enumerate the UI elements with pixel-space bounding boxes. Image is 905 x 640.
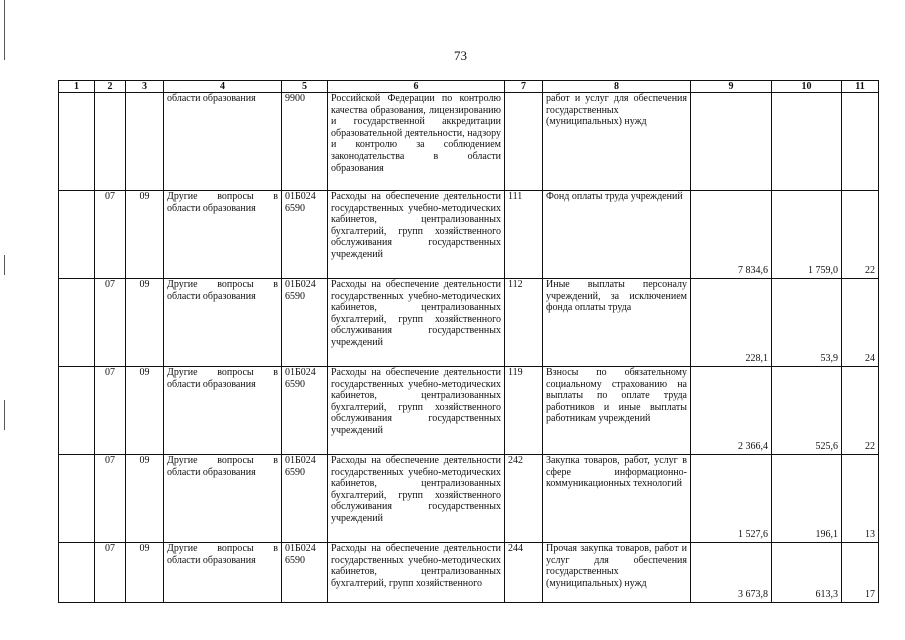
table-row bbox=[59, 191, 879, 279]
cell-subsection bbox=[126, 93, 164, 191]
col-header: 6 bbox=[328, 81, 505, 93]
cell-plan: 228,1 bbox=[691, 279, 772, 367]
cell-subsection: 09 bbox=[126, 279, 164, 367]
table-row bbox=[59, 367, 879, 455]
cell-expense-code: 119 bbox=[505, 367, 543, 455]
cell-target-name: Расходы на обеспечение деятельности государственных учебно-методических кабинетов, централизованных бухгалтерий, групп хозяйственного обслуживания государственных учреждений bbox=[328, 367, 505, 455]
cell-section-name: Другие вопросы в области образования bbox=[164, 279, 282, 367]
cell-expense-name: Иные выплаты персоналу учреждений, за исключением фонда оплаты труда bbox=[543, 279, 691, 367]
cell-actual: 525,6 bbox=[772, 367, 842, 455]
cell-plan: 2 366,4 bbox=[691, 367, 772, 455]
cell-section-name: Другие вопросы в области образования bbox=[164, 455, 282, 543]
cell-percent: 24 bbox=[842, 279, 879, 367]
table-row bbox=[59, 279, 879, 367]
cell bbox=[59, 367, 95, 455]
table-row bbox=[59, 455, 879, 543]
cell-expense-name: работ и услуг для обеспечения государственных (муниципальных) нужд bbox=[543, 93, 691, 191]
cell-expense-name: Прочая закупка товаров, работ и услуг для обеспечения государственных (муниципальных) нужд bbox=[543, 543, 691, 603]
table-row bbox=[59, 543, 879, 603]
cell-plan: 3 673,8 bbox=[691, 543, 772, 603]
col-header: 4 bbox=[164, 81, 282, 93]
cell-section-name: Другие вопросы в области образования bbox=[164, 543, 282, 603]
cell-actual: 53,9 bbox=[772, 279, 842, 367]
cell-section: 07 bbox=[95, 543, 126, 603]
header-row bbox=[59, 81, 879, 93]
cell-expense-name: Закупка товаров, работ, услуг в сфере информационно-коммуникационных технологий bbox=[543, 455, 691, 543]
cell-section-name: области образования bbox=[164, 93, 282, 191]
cell bbox=[59, 543, 95, 603]
cell-section: 07 bbox=[95, 279, 126, 367]
col-header: 7 bbox=[505, 81, 543, 93]
scan-edge-mark bbox=[4, 400, 5, 430]
cell-target-name: Российской Федерации по контролю качества образования, лицензированию и государственной аккредитации образовательной деятельности, надзору и контролю за соблюдением законодательства в области образования bbox=[328, 93, 505, 191]
table-row bbox=[59, 93, 879, 191]
cell-expense-code: 112 bbox=[505, 279, 543, 367]
col-header: 10 bbox=[772, 81, 842, 93]
cell-target-name: Расходы на обеспечение деятельности государственных учебно-методических кабинетов, централизованных бухгалтерий, групп хозяйственного bbox=[328, 543, 505, 603]
cell-percent: 13 bbox=[842, 455, 879, 543]
col-header: 9 bbox=[691, 81, 772, 93]
col-header: 1 bbox=[59, 81, 95, 93]
cell-section-name: Другие вопросы в области образования bbox=[164, 367, 282, 455]
scan-edge-mark bbox=[4, 255, 5, 275]
cell-actual: 196,1 bbox=[772, 455, 842, 543]
cell-target-name: Расходы на обеспечение деятельности государственных учебно-методических кабинетов, централизованных бухгалтерий, групп хозяйственного обслуживания государственных учреждений bbox=[328, 279, 505, 367]
cell-actual bbox=[772, 93, 842, 191]
page-number: 73 bbox=[454, 48, 467, 63]
cell-expense-code: 242 bbox=[505, 455, 543, 543]
cell-plan: 1 527,6 bbox=[691, 455, 772, 543]
col-header: 2 bbox=[95, 81, 126, 93]
cell-target-name: Расходы на обеспечение деятельности государственных учебно-методических кабинетов, централизованных бухгалтерий, групп хозяйственного обслуживания государственных учреждений bbox=[328, 191, 505, 279]
cell bbox=[59, 191, 95, 279]
cell-subsection: 09 bbox=[126, 543, 164, 603]
scan-edge-mark bbox=[4, 0, 5, 60]
cell-target-code: 01Б024 6590 bbox=[282, 367, 328, 455]
col-header: 3 bbox=[126, 81, 164, 93]
cell-section: 07 bbox=[95, 367, 126, 455]
cell-percent: 22 bbox=[842, 191, 879, 279]
col-header: 8 bbox=[543, 81, 691, 93]
cell-plan bbox=[691, 93, 772, 191]
cell-section-name: Другие вопросы в области образования bbox=[164, 191, 282, 279]
cell-expense-code bbox=[505, 93, 543, 191]
cell bbox=[59, 279, 95, 367]
cell-target-name: Расходы на обеспечение деятельности государственных учебно-методических кабинетов, централизованных бухгалтерий, групп хозяйственного обслуживания государственных учреждений bbox=[328, 455, 505, 543]
cell-expense-name: Взносы по обязательному социальному страхованию на выплаты по оплате труда работников и иные выплаты работникам учреждений bbox=[543, 367, 691, 455]
cell-percent: 17 bbox=[842, 543, 879, 603]
cell-plan: 7 834,6 bbox=[691, 191, 772, 279]
cell-section: 07 bbox=[95, 191, 126, 279]
cell-target-code: 01Б024 6590 bbox=[282, 455, 328, 543]
cell-subsection: 09 bbox=[126, 367, 164, 455]
budget-table bbox=[58, 80, 879, 603]
cell-target-code: 01Б024 6590 bbox=[282, 279, 328, 367]
cell bbox=[59, 455, 95, 543]
cell-percent: 22 bbox=[842, 367, 879, 455]
cell-expense-code: 244 bbox=[505, 543, 543, 603]
col-header: 5 bbox=[282, 81, 328, 93]
cell-expense-code: 111 bbox=[505, 191, 543, 279]
cell-expense-name: Фонд оплаты труда учреждений bbox=[543, 191, 691, 279]
cell-percent bbox=[842, 93, 879, 191]
col-header: 11 bbox=[842, 81, 879, 93]
cell-subsection: 09 bbox=[126, 455, 164, 543]
cell-subsection: 09 bbox=[126, 191, 164, 279]
cell bbox=[59, 93, 95, 191]
cell-section: 07 bbox=[95, 455, 126, 543]
cell-target-code: 01Б024 6590 bbox=[282, 191, 328, 279]
cell-target-code: 9900 bbox=[282, 93, 328, 191]
cell-actual: 1 759,0 bbox=[772, 191, 842, 279]
cell-target-code: 01Б024 6590 bbox=[282, 543, 328, 603]
cell-actual: 613,3 bbox=[772, 543, 842, 603]
cell-section bbox=[95, 93, 126, 191]
